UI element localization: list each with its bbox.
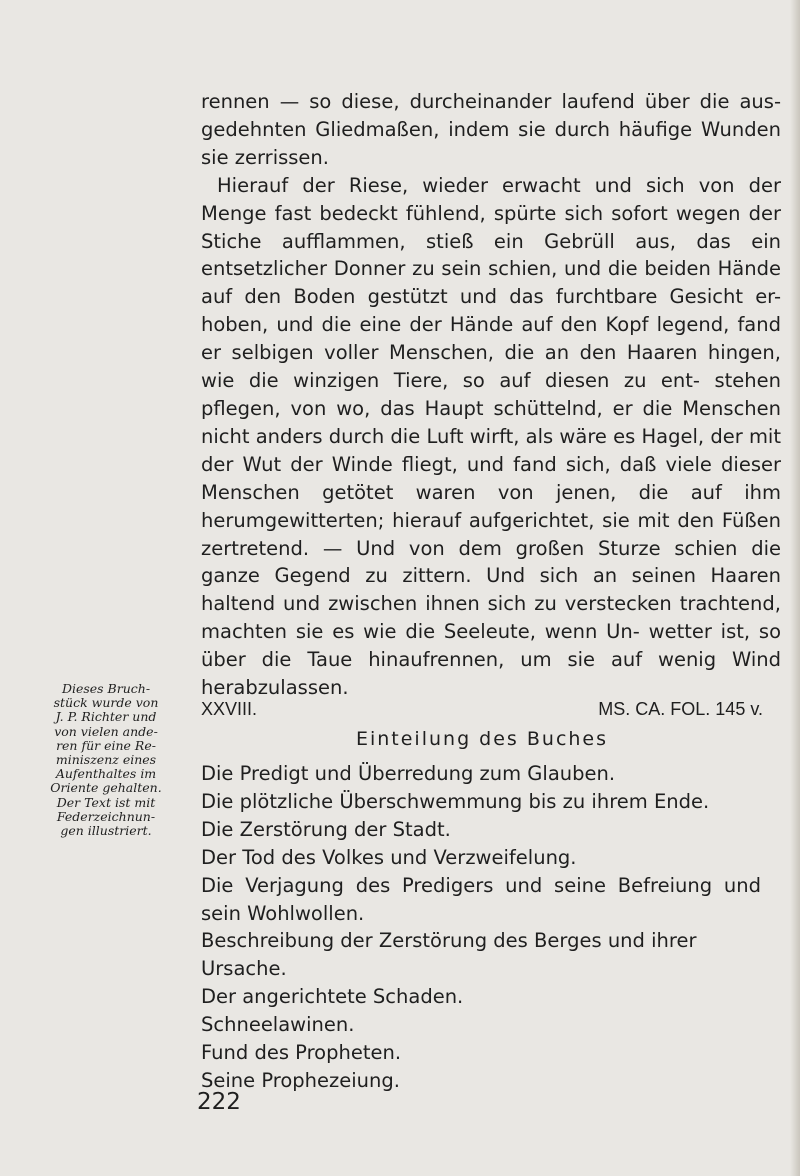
manuscript-reference: MS. CA. FOL. 145 v. bbox=[598, 699, 763, 719]
paragraph: rennen — so diese, durcheinander laufend über die aus- gedehnten Gliedmaßen, indem sie durch häufige Wunden sie zerrissen. bbox=[201, 90, 781, 169]
margin-note-line: Federzeichnun- bbox=[56, 808, 156, 824]
margin-note-line: gen illustriert. bbox=[60, 823, 152, 839]
list-item: Der angerichtete Schaden. bbox=[201, 985, 464, 1009]
list-item: Schneelawinen. bbox=[201, 1013, 355, 1037]
margin-note-line: ren für eine Re- bbox=[56, 737, 156, 753]
list-item: Die Predigt und Überredung zum Glauben. bbox=[201, 762, 616, 785]
list-item: Beschreibung der Zerstörung des Berges und ihrer Ursache. bbox=[201, 929, 697, 981]
list-item: Der Tod des Volkes und Verzweifelung. bbox=[201, 845, 577, 869]
list-item: Fund des Propheten. bbox=[201, 1041, 402, 1065]
margin-note-line: J. P. Richter und bbox=[55, 709, 157, 725]
list-item: Die Zerstörung der Stadt. bbox=[201, 817, 451, 841]
chapter-title: Einteilung des Buches bbox=[355, 728, 609, 750]
chapter-number: XXVIII. bbox=[201, 699, 258, 719]
list-item: Die Verjagung des Predigers und seine Befreiung und sein Wohlwollen. bbox=[201, 873, 761, 925]
margin-note-line: Aufenthaltes im bbox=[55, 766, 157, 782]
body-text bbox=[201, 88, 781, 702]
page-number: 222 bbox=[197, 1089, 241, 1115]
table-of-contents bbox=[201, 760, 761, 1095]
chapter-heading bbox=[201, 697, 763, 721]
margin-note-line: miniszenz eines bbox=[55, 752, 157, 768]
page-edge bbox=[790, 0, 800, 1176]
margin-note-line: stück wurde von bbox=[53, 695, 159, 711]
margin-note-line: von vielen ande- bbox=[54, 723, 158, 739]
margin-note-line: Oriente gehalten. bbox=[50, 780, 162, 796]
list-item: Seine Prophezeiung. bbox=[201, 1068, 400, 1092]
list-item: Die plötzliche Überschwemmung bis zu ihrem Ende. bbox=[201, 789, 710, 813]
margin-note-line: Dieses Bruch- bbox=[61, 681, 151, 696]
margin-note-line: Der Text ist mit bbox=[56, 794, 156, 810]
margin-note bbox=[26, 682, 186, 838]
paragraph: Hierauf der Riese, wieder erwacht und sich von der Menge fast bedeckt fühlend, spürte sich sofort wegen der Stiche aufflammen, stieß ein Gebrüll aus, das ein entsetzlicher Donner zu sein schien, und die beiden Hände auf den Boden gestützt und das furchtbare Gesicht er- hoben, und die eine der Hände auf den Kopf legend, fand er selbigen voller Menschen, die an den Haaren hingen, wie die winzigen Tiere, so auf diesen zu ent- stehen pflegen, von wo, das Haupt schüttelnd, er die Menschen nicht anders durch die Luft wirft, als wäre es Hagel, der mit der Wut der Winde fliegt, und fand sich, daß viele dieser Menschen getötet waren von jenen, die auf ihm herumgewitterten; hierauf aufgerichtet, sie mit den Füßen zertretend. — Und von dem großen Sturze schien die ganze Gegend zu zittern. Und sich an seinen Haaren haltend und zwischen ihnen sich zu verstecken trachtend, machten sie es wie die Seeleute, wenn Un- wetter ist, so über die Taue hinaufrennen, um sie auf wenig Wind herabzulassen. bbox=[201, 173, 781, 700]
